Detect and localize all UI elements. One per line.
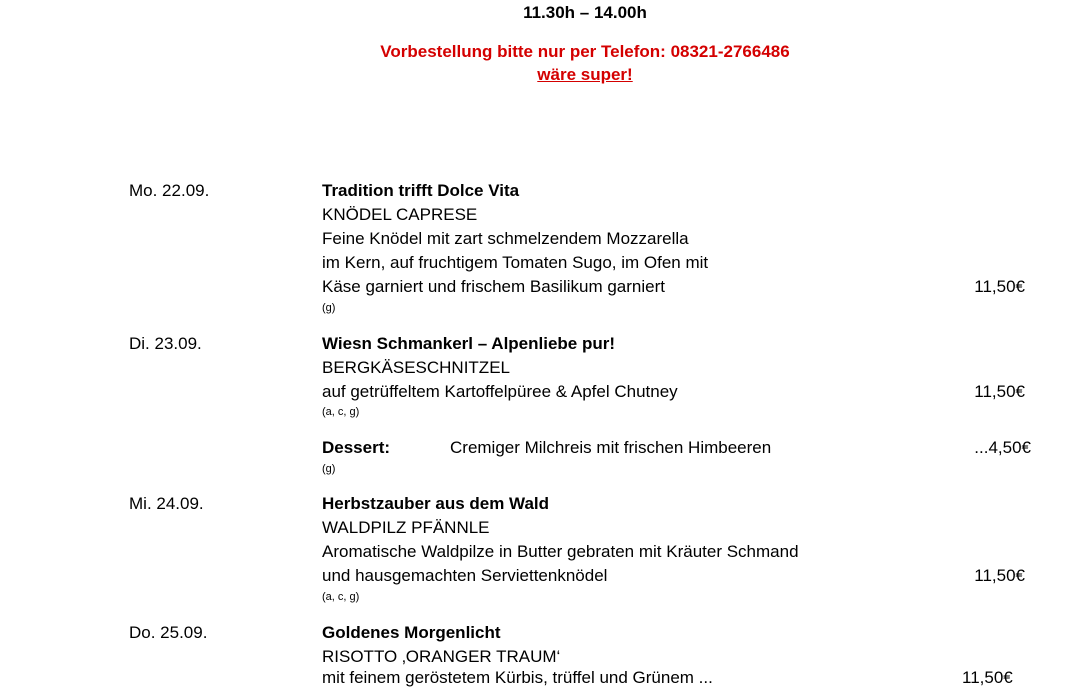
dish-description-line: im Kern, auf fruchtigem Tomaten Sugo, im Ofen mit (322, 253, 709, 272)
hours-heading: 11.30h – 14.00h (523, 3, 647, 22)
menu-date: Do. 25.09. (129, 623, 208, 642)
dish-headline: Tradition trifft Dolce Vita (322, 181, 520, 200)
dish-description-line: Aromatische Waldpilze in Butter gebraten mit Kräuter Schmand (322, 542, 799, 561)
dish-name: KNÖDEL CAPRESE (322, 205, 478, 224)
dessert-description: Cremiger Milchreis mit frischen Himbeeren (450, 438, 772, 457)
dish-description-line: auf getrüffeltem Kartoffelpüree & Apfel Chutney (322, 382, 678, 401)
dish-description-line: Feine Knödel mit zart schmelzendem Mozzarella (322, 229, 689, 248)
dish-price: 11,50€ (974, 382, 1025, 401)
allergen-codes: (g) (322, 302, 336, 314)
menu-date: Di. 23.09. (129, 334, 202, 353)
dish-price: 11,50€ (974, 277, 1025, 296)
dish-headline: Goldenes Morgenlicht (322, 623, 501, 642)
dessert-price: ...4,50€ (974, 438, 1031, 457)
dish-name: WALDPILZ PFÄNNLE (322, 518, 490, 537)
dish-headline: Herbstzauber aus dem Wald (322, 494, 550, 513)
dish-price: 11,50€ (962, 668, 1013, 687)
preorder-phone-text: Vorbestellung bitte nur per Telefon: 08321-2766486 (380, 42, 790, 61)
dish-name: RISOTTO ‚ORANGER TRAUM‘ (322, 647, 561, 666)
dessert-label: Dessert: (322, 438, 391, 457)
allergen-codes: (a, c, g) (322, 591, 360, 603)
dish-name: BERGKÄSESCHNITZEL (322, 358, 510, 377)
allergen-codes: (g) (322, 463, 336, 475)
dish-description-line: Käse garniert und frischem Basilikum garniert (322, 277, 665, 296)
allergen-codes: (a, c, g) (322, 406, 360, 418)
dish-headline: Wiesn Schmankerl – Alpenliebe pur! (322, 334, 616, 353)
dish-price: 11,50€ (974, 566, 1025, 585)
preorder-emphasis: wäre super! (537, 65, 633, 84)
dish-description-line: und hausgemachten Serviettenknödel (322, 566, 608, 585)
menu-date: Mi. 24.09. (129, 494, 204, 513)
dish-description-line: mit feinem geröstetem Kürbis, trüffel und Grünem ... (322, 668, 713, 687)
menu-date: Mo. 22.09. (129, 181, 210, 200)
